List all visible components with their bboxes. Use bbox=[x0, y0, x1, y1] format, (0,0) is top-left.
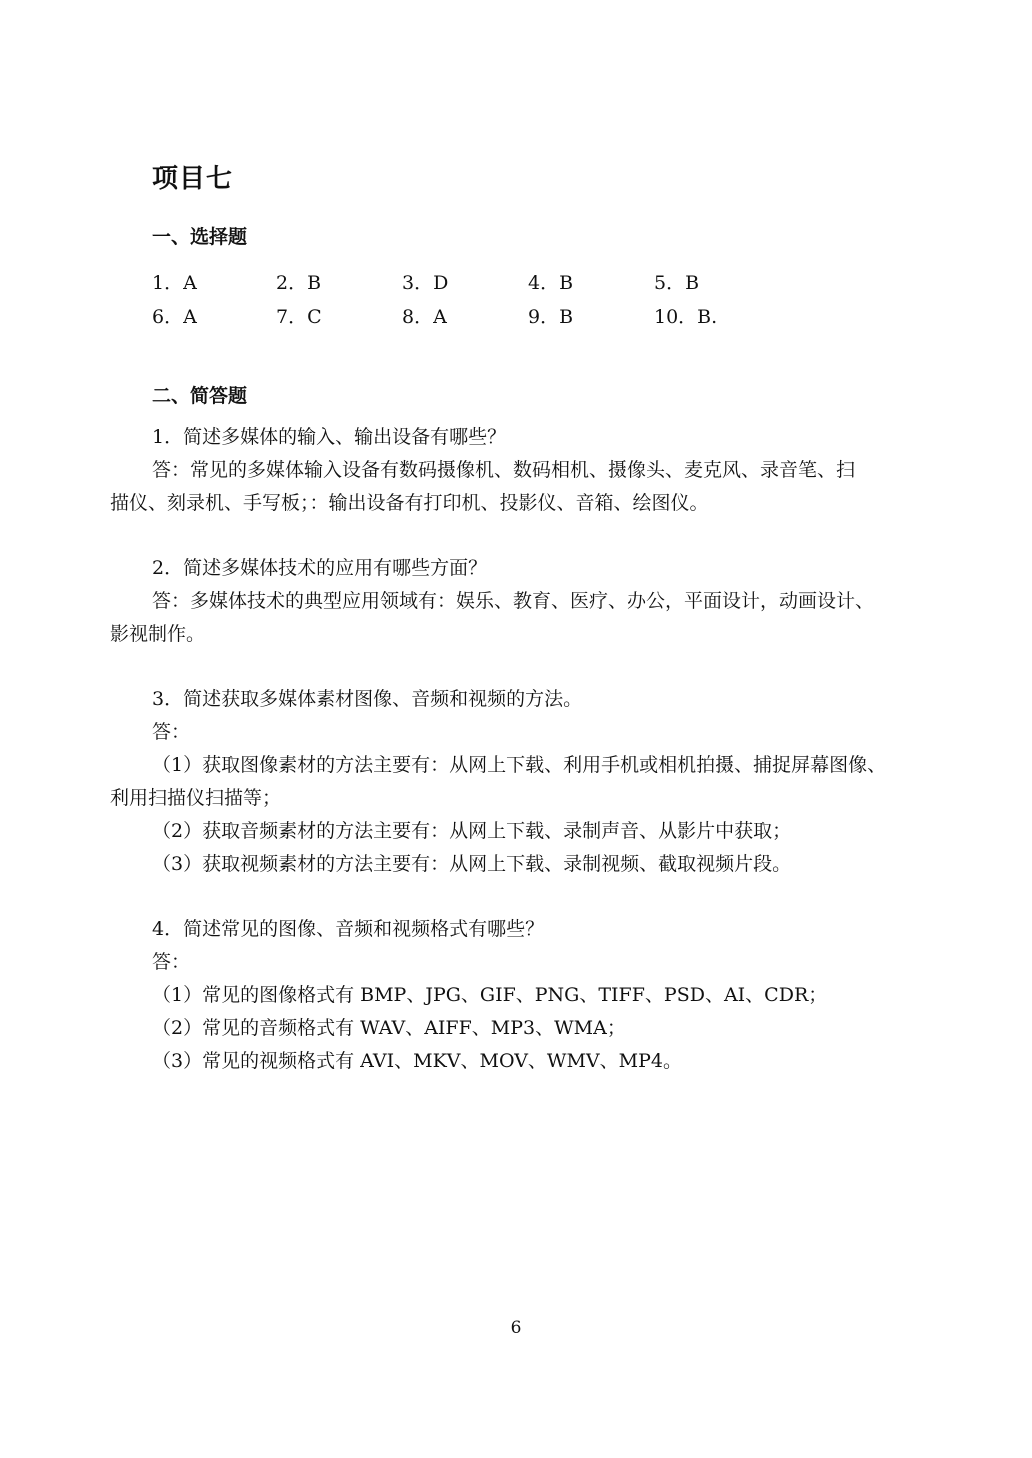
answer-4-item-3: （3）常见的视频格式有 AVI、MKV、MOV、WMV、MP4。 bbox=[152, 1050, 682, 1072]
answer-cell: 5．B bbox=[654, 272, 700, 294]
section-heading-multiple-choice: 一、选择题 bbox=[152, 226, 248, 248]
answer-4-item-1: （1）常见的图像格式有 BMP、JPG、GIF、PNG、TIFF、PSD、AI、CDR； bbox=[152, 984, 828, 1006]
answer-4-label: 答： bbox=[152, 951, 191, 973]
question-4: 4．简述常见的图像、音频和视频格式有哪些？ bbox=[152, 918, 545, 940]
answer-cell: 3．D bbox=[402, 272, 449, 294]
answer-cell: 9．B bbox=[528, 306, 574, 328]
answer-cell: 10．B. bbox=[654, 306, 718, 328]
answer-cell: 6．A bbox=[152, 306, 197, 328]
answer-cell: 1．A bbox=[152, 272, 197, 294]
answer-1-line-2: 描仪、刻录机、手写板；：输出设备有打印机、投影仪、音箱、绘图仪。 bbox=[110, 492, 709, 514]
answer-3-item-2: （2）获取音频素材的方法主要有：从网上下载、录制声音、从影片中获取； bbox=[152, 820, 792, 842]
answer-4-item-2: （2）常见的音频格式有 WAV、AIFF、MP3、WMA； bbox=[152, 1017, 626, 1039]
answer-row-1 bbox=[152, 268, 872, 294]
answer-3-item-3: （3）获取视频素材的方法主要有：从网上下载、录制视频、截取视频片段。 bbox=[152, 853, 792, 875]
page-number: 6 bbox=[510, 1318, 522, 1338]
answer-cell: 2．B bbox=[276, 272, 322, 294]
answer-1-line-1: 答：常见的多媒体输入设备有数码摄像机、数码相机、摄像头、麦克风、录音笔、扫 bbox=[152, 459, 856, 481]
answer-cell: 8．A bbox=[402, 306, 447, 328]
answer-3-item-1-line-2: 利用扫描仪扫描等； bbox=[110, 787, 282, 809]
answer-cell: 7．C bbox=[276, 306, 322, 328]
page-title: 项目七 bbox=[152, 164, 234, 194]
answer-3-label: 答： bbox=[152, 721, 191, 743]
question-3: 3．简述获取多媒体素材图像、音频和视频的方法。 bbox=[152, 688, 583, 710]
question-1: 1．简述多媒体的输入、输出设备有哪些？ bbox=[152, 426, 507, 448]
question-2: 2．简述多媒体技术的应用有哪些方面？ bbox=[152, 557, 488, 579]
answer-2-line-1: 答：多媒体技术的典型应用领域有：娱乐、教育、医疗、办公，平面设计，动画设计、 bbox=[152, 590, 875, 612]
section-heading-short-answer: 二、简答题 bbox=[152, 385, 248, 407]
answer-2-line-2: 影视制作。 bbox=[110, 623, 206, 645]
answer-row-2 bbox=[152, 302, 872, 328]
answer-cell: 4．B bbox=[528, 272, 574, 294]
answer-3-item-1-line-1: （1）获取图像素材的方法主要有：从网上下载、利用手机或相机拍摄、捕捉屏幕图像、 bbox=[152, 754, 887, 776]
